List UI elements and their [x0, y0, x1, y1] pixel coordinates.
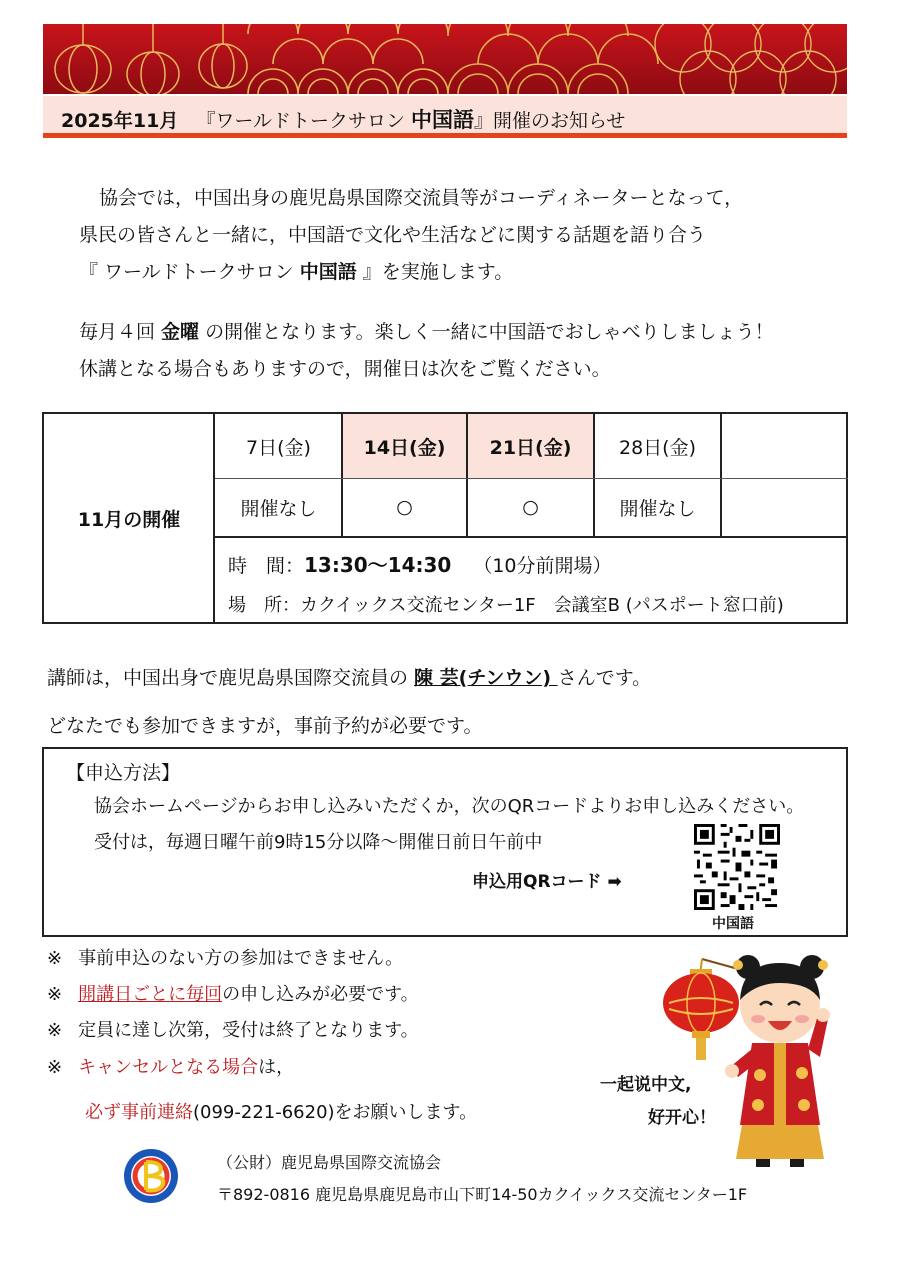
note-3	[47, 1016, 419, 1042]
intro-line-3-pre: 『 ワールドトークサロン	[79, 261, 300, 283]
lantern-pattern-banner	[43, 24, 847, 94]
speech-line-1: 一起说中文,	[600, 1075, 692, 1095]
date-cell-3: 21日(金)	[467, 414, 594, 478]
title-date: 2025年11月	[61, 110, 179, 132]
status-cell-2: ○	[396, 496, 413, 518]
application-box	[42, 747, 848, 937]
time-value: 13:30～14:30	[304, 553, 452, 577]
intro-line-4-bold: 金曜	[161, 321, 200, 343]
instructor-post: さんです。	[557, 667, 652, 689]
note-4-emphasis: キャンセルとなる場合	[78, 1057, 259, 1078]
note-mark: ※	[47, 948, 63, 969]
intro-line-3-bold: 中国語	[299, 261, 357, 283]
schedule-table	[42, 412, 848, 624]
intro-line-4-pre: 毎月４回	[79, 321, 162, 343]
note-2-emphasis: 開講日ごとに毎回	[78, 984, 223, 1005]
time-note: （10分前開場）	[473, 555, 612, 577]
date-cell-5	[721, 414, 848, 478]
title-bar	[43, 96, 847, 138]
date-cell-4: 28日(金)	[618, 436, 696, 459]
note-mark: ※	[47, 984, 63, 1005]
note-5	[85, 1098, 477, 1124]
instructor-name: 陳 芸(チンウン)	[414, 667, 558, 689]
intro-line-3-post: 』を実施します。	[356, 261, 514, 283]
status-cell-5	[721, 478, 848, 536]
speech-line-2: 好开心！	[648, 1108, 716, 1128]
intro-line-1: 協会では，中国出身の鹿児島県国際交流員等がコーディネーターとなって，	[99, 187, 744, 209]
place-label: 場 所：	[228, 595, 300, 616]
apply-line-2: 受付は，毎週日曜午前9時15分以降～開催日前日午前中	[94, 832, 543, 853]
time-label: 時 間：	[228, 555, 305, 577]
note-2	[47, 980, 419, 1006]
note-2-text: の申し込みが必要です。	[222, 984, 419, 1005]
title-language: 中国語	[411, 108, 474, 132]
status-cell-4: 開催なし	[619, 497, 696, 520]
reservation-note: どなたでも参加できますが，事前予約が必要です。	[47, 715, 483, 737]
instructor-pre: 講師は，中国出身で鹿児島県国際交流員の	[47, 667, 415, 689]
organization-logo	[120, 1148, 182, 1204]
girl-with-lantern-illustration	[660, 945, 840, 1171]
place-row	[228, 591, 784, 617]
intro-line-4-post: の開催となります。楽しく一緒に中国語でおしゃべりしましょう！	[199, 321, 774, 343]
month-label: 11月の開催	[77, 508, 181, 531]
note-5-text: (099-221-6620)をお願いします。	[193, 1102, 478, 1123]
date-cell-1: 7日(金)	[246, 436, 311, 459]
note-5-emphasis: 必ず事前連絡	[85, 1102, 193, 1123]
title-prefix: 『ワールドトークサロン	[196, 110, 411, 132]
intro-line-4	[79, 316, 774, 349]
footer-address: 〒892-0816 鹿児島県鹿児島市山下町14-50カクイックス交流センター1F	[217, 1185, 748, 1204]
qr-label: 申込用QRコード ➡	[472, 872, 622, 892]
date-cell-2: 14日(金)	[342, 414, 467, 478]
intro-line-2: 県民の皆さんと一緒に，中国語で文化や生活などに関する話題を語り合う	[79, 224, 707, 246]
note-mark: ※	[47, 1020, 63, 1041]
apply-heading: 【申込方法】	[66, 762, 181, 784]
note-1-text: 事前申込のない方の参加はできません。	[78, 948, 404, 969]
note-4	[47, 1053, 294, 1079]
status-cell-1: 開催なし	[240, 497, 317, 520]
footer-org: （公財）鹿児島県国際交流協会	[217, 1153, 442, 1172]
status-cell-3: ○	[522, 496, 539, 518]
intro-line-3	[79, 256, 513, 289]
title-suffix: 』開催のお知らせ	[474, 110, 626, 132]
note-mark: ※	[47, 1057, 63, 1078]
qr-code-image[interactable]	[694, 824, 780, 910]
page-title	[61, 104, 625, 134]
time-row	[228, 549, 612, 578]
note-4-text: は，	[258, 1057, 295, 1078]
qr-caption: 中国語	[712, 916, 754, 932]
intro-line-5: 休講となる場合もありますので，開催日は次をご覧ください。	[79, 358, 611, 380]
apply-line-1: 協会ホームページからお申し込みいただくか，次のQRコードよりお申し込みください。	[94, 796, 805, 817]
note-1	[47, 944, 403, 970]
instructor-line	[47, 662, 651, 695]
place-value: カクイックス交流センター1F 会議室B (パスポート窓口前)	[300, 595, 784, 616]
header-banner	[43, 24, 847, 94]
note-3-text: 定員に達し次第，受付は終了となります。	[78, 1020, 419, 1041]
